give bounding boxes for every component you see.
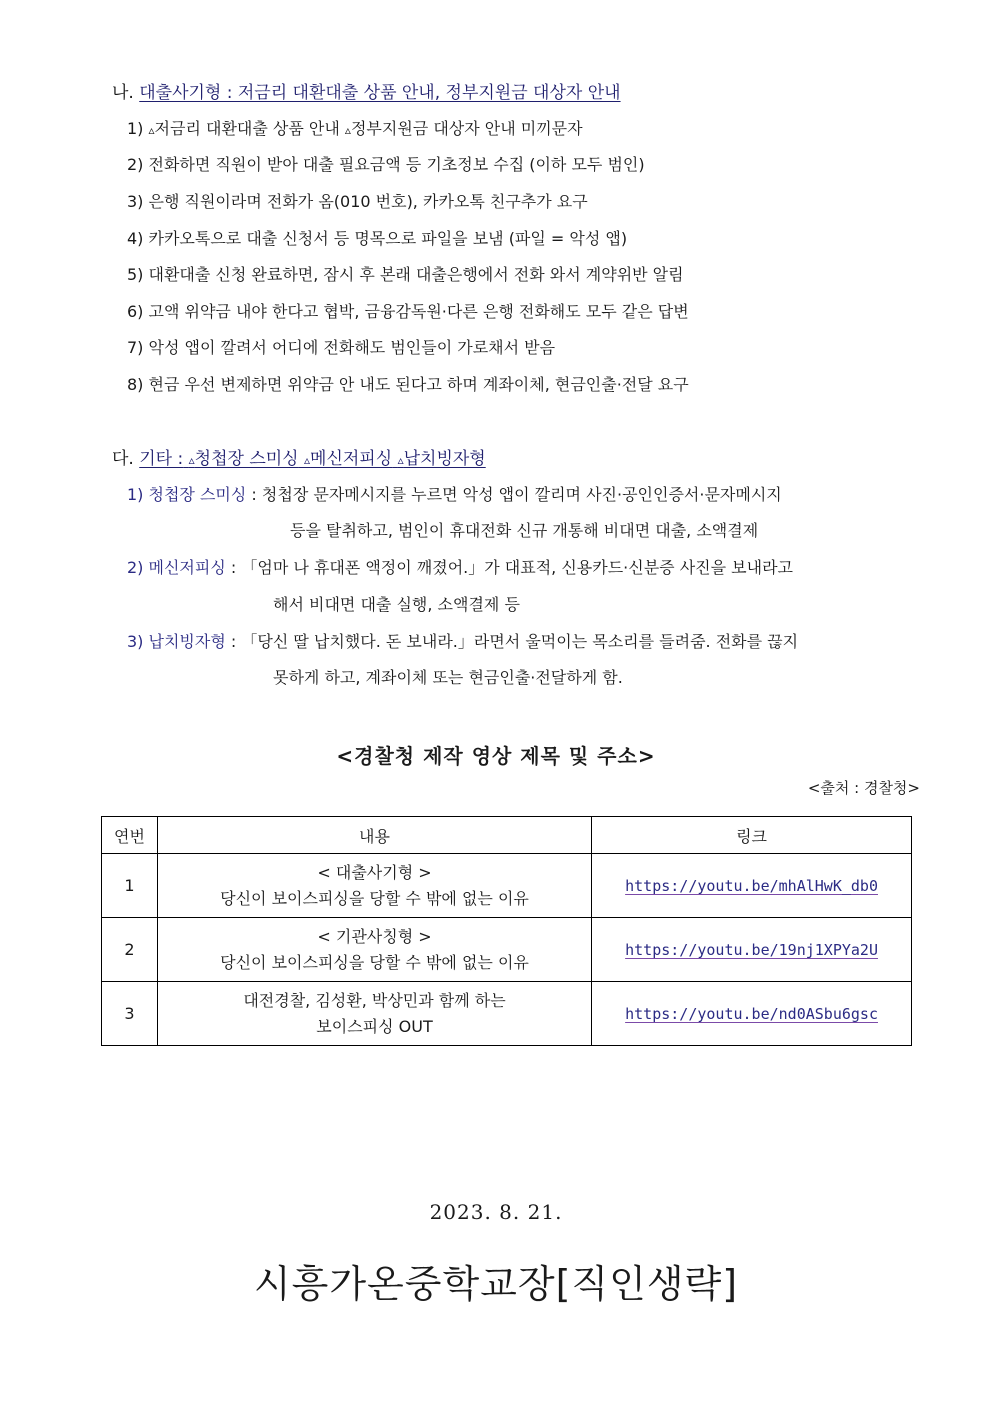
section-da-prefix: 다. bbox=[112, 449, 134, 469]
section-da-topic-2: 메신저피싱 bbox=[310, 449, 393, 469]
section-da-topic-3: 납치빙자형 bbox=[403, 449, 486, 469]
header-no: 연번 bbox=[102, 817, 158, 854]
document-date: 2023. 8. 21. bbox=[429, 1200, 563, 1224]
row-number: 1 bbox=[102, 854, 158, 918]
triangle-bullet-icon: ▵ bbox=[304, 453, 311, 467]
youtube-link[interactable]: https://youtu.be/nd0ASbu6gsc bbox=[625, 1005, 878, 1023]
triangle-bullet-icon: ▵ bbox=[188, 453, 195, 467]
row-number: 2 bbox=[102, 918, 158, 982]
table-source: <출처 : 경찰청> bbox=[807, 779, 920, 797]
school-signature: 시흥가온중학교장[직인생략] bbox=[253, 1262, 739, 1306]
na-item-5: 5) 대환대출 신청 완료하면, 잠시 후 본래 대출은행에서 전화 와서 계약위반 알림 bbox=[127, 265, 684, 284]
da-item-1-cont: 등을 탈취하고, 범인이 휴대전화 신규 개통해 비대면 대출, 소액결제 bbox=[290, 521, 759, 540]
triangle-bullet-icon: ▵ bbox=[397, 453, 404, 467]
na-item-4: 4) 카카오톡으로 대출 신청서 등 명목으로 파일을 보냄 (파일 = 악성 앱) bbox=[127, 229, 628, 248]
row-content: < 기관사칭형 > 당신이 보이스피싱을 당할 수 밖에 없는 이유 bbox=[157, 918, 591, 982]
da-item-label: 청첩장 스미싱 bbox=[148, 485, 247, 504]
header-content: 내용 bbox=[157, 817, 591, 854]
youtube-link[interactable]: https://youtu.be/19nj1XPYa2U bbox=[625, 941, 878, 959]
section-da-heading bbox=[112, 444, 486, 469]
section-na-prefix: 나. bbox=[112, 83, 134, 103]
da-item-label: 메신저피싱 bbox=[148, 558, 226, 577]
row-content: 대전경찰, 김성환, 박상민과 함께 하는 보이스피싱 OUT bbox=[157, 982, 591, 1046]
table-row bbox=[102, 982, 912, 1046]
row-link-cell bbox=[592, 982, 912, 1046]
na-item-6: 6) 고액 위약금 내야 한다고 협박, 금융감독원·다른 은행 전화해도 모두 같은 답변 bbox=[127, 302, 689, 321]
na-item-2: 2) 전화하면 직원이 받아 대출 필요금액 등 기초정보 수집 (이하 모두 범인) bbox=[127, 155, 645, 174]
triangle-bullet-icon: ▵ bbox=[344, 123, 351, 137]
da-item-1: 1) 청첩장 스미싱 : 청첩장 문자메시지를 누르면 악성 앱이 깔리며 사진·공인인증서·문자메시지 bbox=[127, 485, 782, 504]
video-table bbox=[101, 816, 912, 1046]
da-item-3: 3) 납치빙자형 : 「당신 딸 납치했다. 돈 보내라.」라면서 울먹이는 목소리를 들려줌. 전화를 끊지 bbox=[127, 632, 799, 651]
section-na-title: 대출사기형 : 저금리 대환대출 상품 안내, 정부지원금 대상자 안내 bbox=[139, 83, 621, 103]
row-number: 3 bbox=[102, 982, 158, 1046]
da-item-2-cont: 해서 비대면 대출 실행, 소액결제 등 bbox=[273, 595, 520, 614]
section-da-label: 기타 : bbox=[139, 449, 184, 469]
da-item-2: 2) 메신저피싱 : 「엄마 나 휴대폰 액정이 깨졌어.」가 대표적, 신용카드·신분증 사진을 보내라고 bbox=[127, 558, 793, 577]
da-item-3-cont: 못하게 하고, 계좌이체 또는 현금인출·전달하게 함. bbox=[273, 668, 623, 687]
na-item-8: 8) 현금 우선 변제하면 위약금 안 내도 된다고 하며 계좌이체, 현금인출·전달 요구 bbox=[127, 375, 689, 394]
da-item-label: 납치빙자형 bbox=[148, 632, 226, 651]
na-item-3: 3) 은행 직원이라며 전화가 옴(010 번호), 카카오톡 친구추가 요구 bbox=[127, 192, 588, 211]
header-link: 링크 bbox=[592, 817, 912, 854]
youtube-link[interactable]: https://youtu.be/mhAlHwK_db0 bbox=[625, 877, 878, 895]
row-content: < 대출사기형 > 당신이 보이스피싱을 당할 수 밖에 없는 이유 bbox=[157, 854, 591, 918]
triangle-bullet-icon: ▵ bbox=[148, 123, 155, 137]
row-link-cell bbox=[592, 854, 912, 918]
table-header-row bbox=[102, 817, 912, 854]
table-row bbox=[102, 918, 912, 982]
na-item-1: 1) ▵저금리 대환대출 상품 안내 ▵정부지원금 대상자 안내 미끼문자 bbox=[127, 119, 583, 138]
section-na-heading bbox=[112, 78, 621, 103]
table-row bbox=[102, 854, 912, 918]
na-item-7: 7) 악성 앱이 깔려서 어디에 전화해도 범인들이 가로채서 받음 bbox=[127, 338, 556, 357]
section-da-topic-1: 청첩장 스미싱 bbox=[194, 449, 299, 469]
table-title: <경찰청 제작 영상 제목 및 주소> bbox=[336, 744, 656, 768]
row-link-cell bbox=[592, 918, 912, 982]
